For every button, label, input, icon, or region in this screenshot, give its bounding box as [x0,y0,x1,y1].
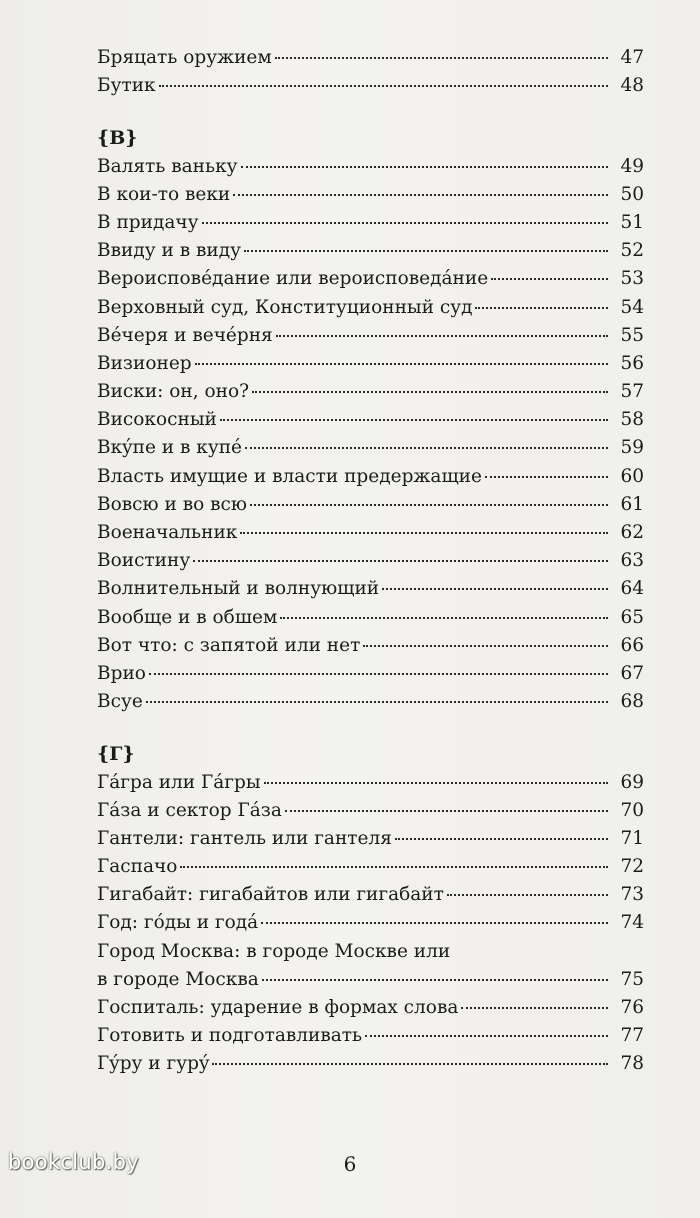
toc-entry-page: 71 [620,827,644,849]
toc-entry-page: 51 [620,211,644,233]
toc-entry-title: Гýру и гурý [97,1053,210,1075]
toc-entry-page: 74 [620,912,644,934]
toc-entry-title: Всуе [97,691,143,713]
toc-entry-title: Гигабайт: гигабайтов или гигабайт [97,884,444,906]
dot-leader [395,838,608,840]
toc-entry[interactable] [97,797,644,825]
toc-entry-page: 67 [620,662,644,684]
dot-leader [262,979,608,981]
toc-entry-page: 56 [620,352,644,374]
toc-entry-title: Гантели: гантель или гантеля [97,827,392,849]
toc-entry-title: Визионер [97,352,192,374]
dot-leader [245,447,608,449]
toc-entry-page: 54 [620,296,644,318]
toc-entry-page: 59 [620,437,644,459]
toc-entry-multiline[interactable] [97,938,644,994]
dot-leader [491,278,608,280]
toc-entry-title: Готовить и подготавливать [97,1025,363,1047]
section-heading: {Г} [97,743,135,766]
toc-entry-title: Ввиду и в виду [97,240,242,262]
toc-entry[interactable] [97,881,644,909]
toc-entry-page: 66 [620,634,644,656]
toc-entry-title: Волнительный и волнующий [97,578,380,600]
toc-entry[interactable] [97,491,644,519]
page-number: 6 [343,1152,357,1176]
toc-entry-page: 64 [620,578,644,600]
toc-entry[interactable] [97,44,644,72]
dot-leader [382,588,608,590]
toc-entry[interactable] [97,1022,644,1050]
dot-leader [264,782,608,784]
dot-leader [159,85,608,87]
toc-entry[interactable] [97,575,644,603]
toc-entry[interactable] [97,825,644,853]
dot-leader [146,701,608,703]
dot-leader [475,307,608,309]
toc-entry-page: 52 [620,240,644,262]
toc-entry-second-line [97,966,644,994]
toc-entry[interactable] [97,237,644,265]
dot-leader [220,419,608,421]
toc-entry-title: Военачальник [97,522,238,543]
toc-entry-page: 53 [620,268,644,290]
toc-entry-page: 73 [620,884,644,906]
toc-entry-title: В кои-то веки [97,183,231,205]
watermark: bookclub.by [8,1150,139,1174]
toc-entry-page: 58 [620,409,644,431]
toc-entry[interactable] [97,660,644,688]
toc-entry-page: 75 [620,968,644,990]
toc-entry-title: В придачу [97,211,199,233]
toc-entry-page: 63 [620,550,644,572]
section-heading: {В} [97,127,138,150]
toc-entry-title: Вовсю и во всю [97,493,248,515]
toc-entry-page: 70 [620,799,644,821]
dot-leader [276,335,608,337]
toc-entry[interactable] [97,322,644,350]
toc-entry-title: Власть имущие и власти предержащие [97,465,482,487]
toc-entry-title: Вот что: с запятой или нет [97,634,361,656]
toc-entry[interactable] [97,72,644,100]
dot-leader [363,645,608,647]
toc-entry[interactable] [97,853,644,881]
dot-leader [233,194,608,196]
toc-entry-page: 69 [620,771,644,793]
toc-entry-title: Високосный [97,409,217,431]
toc-section-g [97,740,644,1078]
dot-leader [285,810,608,812]
toc-entry-title: Виски: он, оно? [97,381,250,403]
dot-leader [250,504,608,506]
toc-entry-page: 60 [620,465,644,487]
toc-entry[interactable] [97,153,644,181]
toc-entry[interactable] [97,547,644,575]
toc-entry[interactable] [97,294,644,322]
toc-entry-page: 55 [620,324,644,346]
toc-entry[interactable] [97,769,644,797]
toc-entry[interactable] [97,434,644,462]
toc-entry-title: Врио [97,662,146,684]
toc-entry-title: Гаспачо [97,856,178,878]
toc-entry-page: 47 [620,47,644,68]
toc-section-v [97,124,644,716]
table-of-contents [97,44,644,1079]
toc-entry-page: 78 [620,1053,644,1075]
dot-leader [195,363,608,365]
toc-entry[interactable] [97,209,644,237]
toc-entry-title: Вообще и в обшем [97,606,278,628]
toc-section-b [97,44,644,100]
toc-entry-title: Верховный суд, Конституционный суд [97,296,473,318]
toc-entry-page: 61 [620,493,644,515]
toc-entry-title: Воистину [97,550,191,572]
toc-entry-title: Вéчеря и вечéрня [97,324,273,346]
toc-entry-title: Гáгра или Гáгры [97,771,261,793]
toc-entry[interactable] [97,632,644,660]
toc-entry-page: 50 [620,183,644,205]
toc-entry-title: Город Москва: в городе Москве или [97,940,451,962]
dot-leader [280,617,608,619]
toc-entry-page: 48 [620,75,644,97]
toc-entry-page: 68 [620,691,644,713]
toc-entry[interactable] [97,688,644,716]
toc-entry[interactable] [97,909,644,937]
dot-leader [193,560,608,562]
toc-entry-title: Бряцать оружием [97,47,272,68]
toc-entry-title: Госпиталь: ударение в формах слова [97,997,459,1018]
toc-entry[interactable] [97,519,644,547]
toc-entry-title: Бутик [97,75,156,97]
dot-leader [447,894,608,896]
toc-entry[interactable] [97,378,644,406]
toc-entry-title-continued: в городе Москва [97,968,259,990]
dot-leader [244,250,608,252]
toc-entry[interactable] [97,181,644,209]
toc-entry[interactable] [97,1050,644,1078]
toc-entry[interactable] [97,350,644,378]
toc-entry-page: 65 [620,606,644,628]
dot-leader [461,1007,608,1009]
toc-entry-page: 62 [620,522,644,543]
toc-entry[interactable] [97,994,644,1022]
toc-entry-page: 76 [620,997,644,1018]
dot-leader [261,922,608,924]
toc-entry-page: 72 [620,856,644,878]
toc-entry-page: 57 [620,381,644,403]
toc-entry-title: Гáза и сектор Гáза [97,799,282,821]
toc-entry-title: Вкýпе и в купé [97,437,243,459]
dot-leader [212,1063,608,1065]
dot-leader [485,476,608,478]
dot-leader [275,57,608,59]
toc-entry[interactable] [97,406,644,434]
toc-entry-page: 49 [620,155,644,177]
dot-leader [180,866,608,868]
toc-entry[interactable] [97,463,644,491]
toc-entry-title: Вероисповéдание или вероисповедáние [97,268,489,290]
dot-leader [202,222,608,224]
toc-entry[interactable] [97,604,644,632]
dot-leader [240,532,608,534]
toc-entry[interactable] [97,265,644,293]
dot-leader [365,1035,608,1037]
toc-entry-page: 77 [620,1025,644,1047]
toc-entry-title: Год: гóды и годá [97,912,259,934]
dot-leader [241,166,608,168]
dot-leader [252,391,608,393]
toc-entry-title: Валять ваньку [97,155,238,177]
dot-leader [149,673,608,675]
